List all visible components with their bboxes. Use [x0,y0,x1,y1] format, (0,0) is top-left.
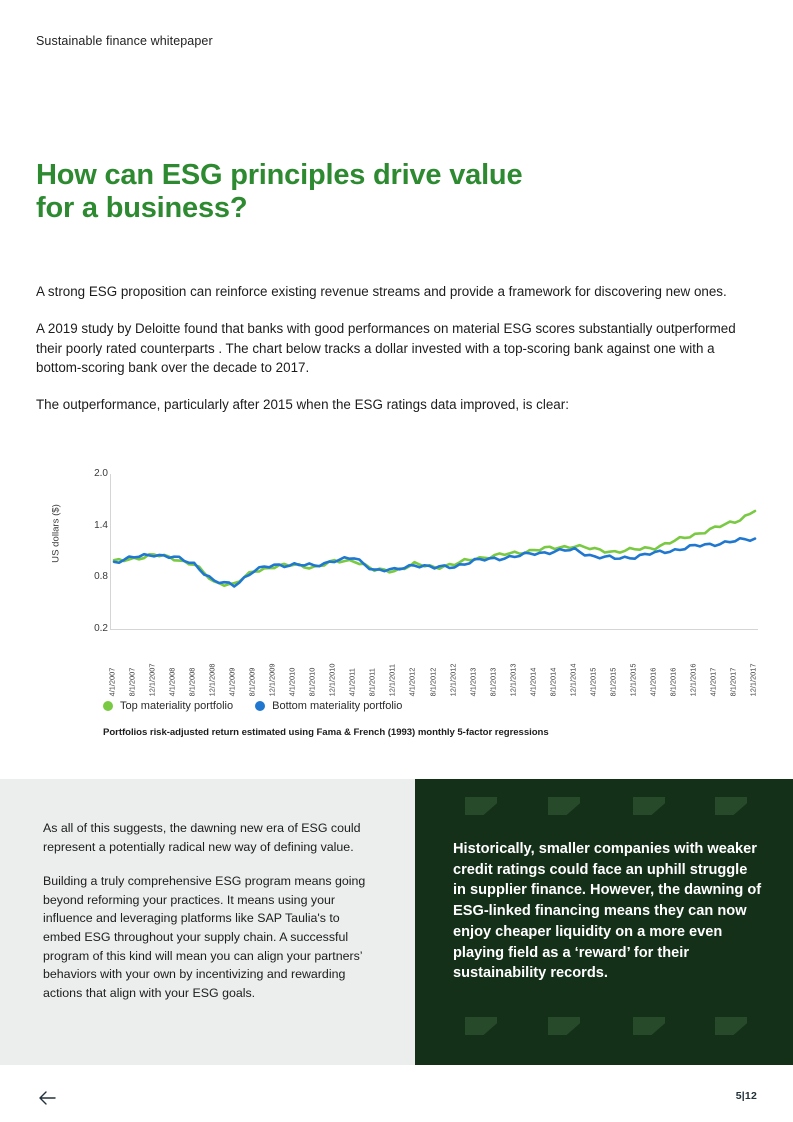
decorative-shape [633,797,665,815]
decorative-shape [548,1017,580,1035]
y-axis-title: US dollars ($) [50,504,62,563]
y-axis-tick-label: 2.0 [94,468,108,479]
x-axis-tick-label: 12/1/2015 [628,663,638,696]
decorative-shape [465,1017,497,1035]
y-axis-ticks [74,468,108,634]
body-paragraph-1: A strong ESG proposition can reinforce existing revenue streams and provide a framework for discovering new ones. [36,284,727,299]
x-axis-tick-label: 8/1/2015 [608,667,618,696]
x-axis-tick-label: 8/1/2012 [428,667,438,696]
page-title [36,159,656,224]
x-axis-tick-label: 8/1/2011 [368,667,377,696]
x-axis-tick-label: 12/1/2017 [748,663,758,696]
pull-quote: Historically, smaller companies with weaker credit ratings could face an uphill struggle in supplier finance. However, the dawning of ESG-linked financing means they can now enjoy cheaper liquidity on a more even playing field as a ‘reward’ for their sustainability records. [453,841,762,982]
x-axis-tick-label: 12/1/2012 [448,663,458,696]
chart-block [36,466,758,756]
x-axis-tick-label: 4/1/2010 [287,667,297,696]
legend-item [103,700,233,712]
x-axis-tick-label: 4/1/2017 [708,667,718,696]
x-axis-tick-label: 8/1/2013 [488,667,498,696]
panel-light-content [43,819,373,1018]
legend-label: Top materiality portfolio [120,700,234,712]
x-axis-tick-label: 4/1/2016 [648,667,658,696]
x-axis-tick-label: 8/1/2009 [247,667,257,696]
x-axis-tick-label: 4/1/2008 [167,667,177,696]
y-axis-tick-label: 1.4 [94,519,108,531]
x-axis-tick-label: 4/1/2013 [468,667,478,696]
x-axis-tick-label: 12/1/2007 [147,663,157,696]
x-axis-tick-label: 8/1/2008 [187,667,197,696]
page-footer [0,1082,793,1122]
legend-marker-icon [255,701,265,711]
decorative-shape [715,1017,747,1035]
chart-legend [103,700,402,712]
x-axis-tick-label: 4/1/2014 [528,667,538,696]
x-axis-tick-label: 8/1/2010 [307,667,317,696]
x-axis-tick-label: 8/1/2016 [668,667,678,696]
x-axis-tick-label: 12/1/2009 [267,663,277,696]
legend-label: Bottom materiality portfolio [272,700,403,712]
body-paragraph-2: A 2019 study by Deloitte found that banks with good performances on material ESG scores substantially outperformed their poorly rated counterparts . The chart below tracks a dollar invested with a top-scoring bank against one with a bottom-scoring bank over the decade to 2017. [36,320,736,376]
back-arrow-icon[interactable] [36,1088,60,1108]
page-title-line-2: for a business? [36,191,248,224]
x-axis-tick-label: 8/1/2017 [728,667,738,696]
x-axis-tick-label: 8/1/2007 [127,667,137,696]
y-axis-tick-label: 0.2 [94,623,108,634]
x-axis-tick-label: 4/1/2007 [107,667,117,696]
y-axis-tick-label: 0.8 [94,571,108,583]
chart-plot-area [110,474,758,630]
running-header: Sustainable finance whitepaper [36,34,213,48]
page-number: 5|12 [735,1090,757,1102]
content-panels [0,779,793,1065]
body-paragraph-3: The outperformance, particularly after 2015 when the ESG ratings data improved, is clear: [36,397,569,413]
panel-light-paragraph-2: Building a truly comprehensive ESG program means going beyond reforming your practices. It means using your influence and leveraging platforms like SAP Taulia's to embed ESG throughout your supply chain. A successful program of this kind will mean you can align your partners’ behaviors with your own by incentivizing and rewarding actions that align with your ESG goals. [43,874,366,1000]
decorative-shapes-bottom [415,1017,793,1039]
panel-dark [415,779,793,1065]
decorative-shape [715,797,747,815]
x-axis-tick-label: 12/1/2008 [207,663,217,696]
x-axis-tick-label: 4/1/2009 [227,667,237,696]
page-title-line-1: How can ESG principles drive value [36,159,523,192]
legend-item [255,700,402,712]
x-axis-tick-label: 8/1/2014 [548,667,558,696]
line-chart [36,466,758,696]
chart-footnote: Portfolios risk-adjusted return estimated using Fama & French (1993) monthly 5-factor regressions [103,727,549,738]
chart-line-top [114,511,755,586]
decorative-shapes-top [415,797,793,819]
body-copy [36,282,758,415]
chart-series-svg [111,474,758,629]
x-axis-tick-label: 12/1/2010 [327,663,337,696]
x-axis-tick-label: 4/1/2011 [347,667,357,696]
x-axis-tick-label: 4/1/2015 [588,667,598,696]
x-axis-tick-label: 12/1/2011 [388,663,398,696]
x-axis-tick-label: 4/1/2012 [408,667,418,696]
x-axis-tick-label: 12/1/2013 [508,663,518,696]
panel-light-paragraph-1: As all of this suggests, the dawning new era of ESG could represent a potentially radical new way of defining value. [43,821,361,854]
panel-light [0,779,415,1065]
x-axis-ticks [107,634,758,696]
legend-marker-icon [103,701,113,711]
x-axis-tick-label: 12/1/2016 [688,663,698,696]
decorative-shape [548,797,580,815]
decorative-shape [633,1017,665,1035]
x-axis-tick-label: 12/1/2014 [568,663,578,696]
decorative-shape [465,797,497,815]
